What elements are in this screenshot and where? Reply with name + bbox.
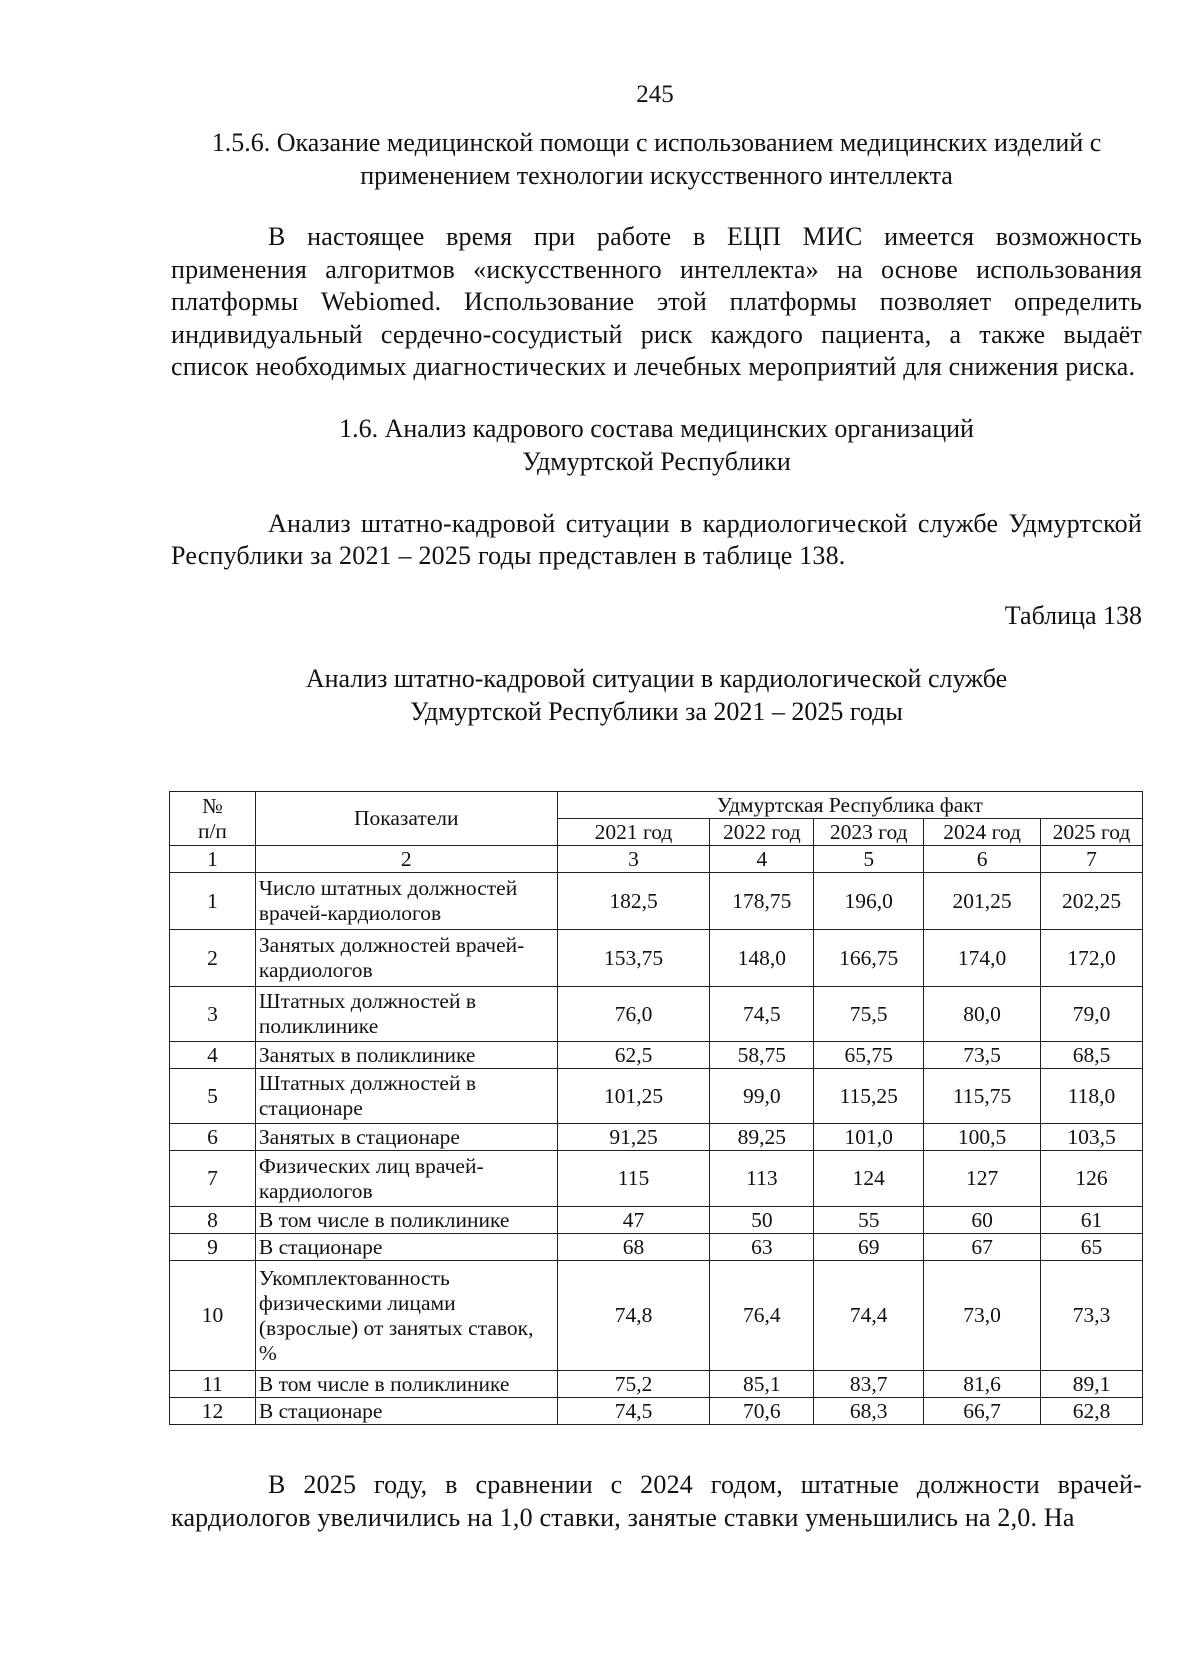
section-1-6-heading-line1: 1.6. Анализ кадрового состава медицинских организаций: [339, 413, 974, 443]
header-num-label: № п/п: [197, 793, 227, 843]
header-year: 2023 год: [814, 819, 924, 846]
table-row: [170, 987, 1143, 1042]
row-value: 115,75: [924, 1069, 1041, 1124]
row-value: 127: [924, 1151, 1041, 1207]
row-value: 65: [1041, 1234, 1143, 1261]
row-value: 103,5: [1041, 1124, 1143, 1151]
row-indicator: Занятых в поликлинике: [255, 1042, 557, 1069]
row-number: 4: [170, 1042, 256, 1069]
section-1-5-6-heading: 1.5.6. Оказание медицинской помощи с использованием медицинских изделий с применением технологии искусственного интеллекта: [211, 128, 1102, 190]
row-indicator: Штатных должностей в стационаре: [255, 1069, 557, 1124]
table-caption-line2: Удмуртской Республики за 2021 – 2025 годы: [410, 696, 903, 726]
header-group: Удмуртская Республика факт: [557, 792, 1142, 819]
row-value: 73,5: [924, 1042, 1041, 1069]
column-number: 5: [814, 846, 924, 873]
header-year: 2024 год: [924, 819, 1041, 846]
row-value: 74,8: [557, 1261, 710, 1371]
row-value: 76,0: [557, 987, 710, 1042]
row-value: 65,75: [814, 1042, 924, 1069]
row-number: 9: [170, 1234, 256, 1261]
column-number: 7: [1041, 846, 1143, 873]
row-value: 74,5: [557, 1398, 710, 1425]
row-indicator: Число штатных должностей врачей-кардиологов: [255, 873, 557, 930]
row-value: 68,5: [1041, 1042, 1143, 1069]
row-indicator: Укомплектованность физическими лицами (взрослые) от занятых ставок, %: [255, 1261, 557, 1371]
row-indicator: В стационаре: [255, 1234, 557, 1261]
header-year: 2022 год: [710, 819, 814, 846]
row-value: 115: [557, 1151, 710, 1207]
row-number: 3: [170, 987, 256, 1042]
row-number: 5: [170, 1069, 256, 1124]
table-caption-line1: Анализ штатно-кадровой ситуации в кардиологической службе: [305, 663, 1008, 693]
table-row: [170, 1371, 1143, 1398]
row-value: 148,0: [710, 930, 814, 987]
row-value: 75,2: [557, 1371, 710, 1398]
row-value: 101,25: [557, 1069, 710, 1124]
row-value: 89,1: [1041, 1371, 1143, 1398]
column-number: 1: [170, 846, 256, 873]
column-number: 2: [255, 846, 557, 873]
closing-text: [171, 1469, 1142, 1534]
section-1-5-6-paragraph: В настоящее время при работе в ЕЦП МИС имеется возможность применения алгоритмов «искусственного интеллекта» на основе использования платформы Webiomed. Использование этой платформы позволяет определить индивидуальный сердечно-сосудистый риск каждого пациента, а также выдаёт список необходимых диагностических и лечебных мероприятий для снижения риска.: [171, 222, 1142, 381]
row-value: 124: [814, 1151, 924, 1207]
row-value: 76,4: [710, 1261, 814, 1371]
row-value: 61: [1041, 1207, 1143, 1234]
row-value: 172,0: [1041, 930, 1143, 987]
header-year: 2021 год: [557, 819, 710, 846]
table-row: [170, 1042, 1143, 1069]
header-indicator: Показатели: [255, 792, 557, 846]
row-number: 10: [170, 1261, 256, 1371]
row-value: 81,6: [924, 1371, 1041, 1398]
header-year: 2025 год: [1041, 819, 1143, 846]
row-value: 47: [557, 1207, 710, 1234]
row-value: 62,8: [1041, 1398, 1143, 1425]
row-value: 115,25: [814, 1069, 924, 1124]
page-number: 245: [636, 81, 674, 108]
column-number: 3: [557, 846, 710, 873]
header-num: [170, 792, 256, 846]
row-number: 12: [170, 1398, 256, 1425]
row-indicator: В стационаре: [255, 1398, 557, 1425]
row-number: 6: [170, 1124, 256, 1151]
row-value: 75,5: [814, 987, 924, 1042]
table-label: Таблица 138: [1004, 600, 1142, 630]
row-value: 153,75: [557, 930, 710, 987]
row-value: 74,4: [814, 1261, 924, 1371]
row-value: 55: [814, 1207, 924, 1234]
row-value: 178,75: [710, 873, 814, 930]
section-1-6-heading-line2: Удмуртской Республики: [522, 446, 791, 476]
row-value: 91,25: [557, 1124, 710, 1151]
row-number: 7: [170, 1151, 256, 1207]
table-row: [170, 1124, 1143, 1151]
row-value: 174,0: [924, 930, 1041, 987]
row-value: 202,25: [1041, 873, 1143, 930]
table-row: [170, 1069, 1143, 1124]
row-value: 60: [924, 1207, 1041, 1234]
row-indicator: В том числе в поликлинике: [255, 1207, 557, 1234]
row-value: 69: [814, 1234, 924, 1261]
table-row: [170, 1234, 1143, 1261]
row-value: 68,3: [814, 1398, 924, 1425]
row-number: 2: [170, 930, 256, 987]
row-number: 8: [170, 1207, 256, 1234]
row-value: 80,0: [924, 987, 1041, 1042]
table-row: [170, 1207, 1143, 1234]
row-value: 73,0: [924, 1261, 1041, 1371]
row-value: 166,75: [814, 930, 924, 987]
row-indicator: Занятых должностей врачей-кардиологов: [255, 930, 557, 987]
table-row: [170, 930, 1143, 987]
text-content: [171, 126, 1142, 728]
row-value: 201,25: [924, 873, 1041, 930]
staffing-table: [169, 791, 1143, 1425]
row-value: 126: [1041, 1151, 1143, 1207]
table-row: [170, 1261, 1143, 1371]
column-number: 6: [924, 846, 1041, 873]
section-1-6-paragraph: Анализ штатно-кадровой ситуации в кардиологической службе Удмуртской Республики за 2021 – 2025 годы представлен в таблице 138.: [171, 508, 1142, 570]
row-value: 196,0: [814, 873, 924, 930]
table-row: [170, 873, 1143, 930]
row-value: 67: [924, 1234, 1041, 1261]
row-number: 11: [170, 1371, 256, 1398]
row-value: 70,6: [710, 1398, 814, 1425]
row-indicator: Физических лиц врачей-кардиологов: [255, 1151, 557, 1207]
row-value: 182,5: [557, 873, 710, 930]
row-value: 101,0: [814, 1124, 924, 1151]
table-row: [170, 1398, 1143, 1425]
row-value: 79,0: [1041, 987, 1143, 1042]
row-value: 118,0: [1041, 1069, 1143, 1124]
column-number: 4: [710, 846, 814, 873]
row-indicator: Занятых в стационаре: [255, 1124, 557, 1151]
row-number: 1: [170, 873, 256, 930]
row-indicator: В том числе в поликлинике: [255, 1371, 557, 1398]
row-value: 100,5: [924, 1124, 1041, 1151]
row-value: 68: [557, 1234, 710, 1261]
row-value: 85,1: [710, 1371, 814, 1398]
row-value: 113: [710, 1151, 814, 1207]
row-indicator: Штатных должностей в поликлинике: [255, 987, 557, 1042]
row-value: 99,0: [710, 1069, 814, 1124]
row-value: 83,7: [814, 1371, 924, 1398]
row-value: 66,7: [924, 1398, 1041, 1425]
table-row: [170, 1151, 1143, 1207]
row-value: 50: [710, 1207, 814, 1234]
row-value: 89,25: [710, 1124, 814, 1151]
row-value: 62,5: [557, 1042, 710, 1069]
row-value: 74,5: [710, 987, 814, 1042]
row-value: 63: [710, 1234, 814, 1261]
row-value: 73,3: [1041, 1261, 1143, 1371]
closing-paragraph: В 2025 году, в сравнении с 2024 годом, штатные должности врачей-кардиологов увеличились на 1,0 ставки, занятые ставки уменьшились на 2,0. На: [171, 1470, 1142, 1532]
row-value: 58,75: [710, 1042, 814, 1069]
